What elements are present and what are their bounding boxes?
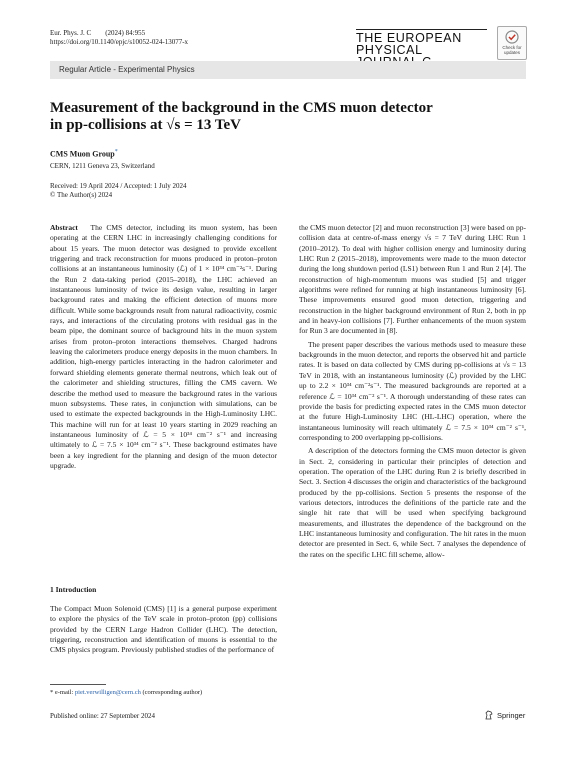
right-paragraph-2: The present paper describes the various methods used to measure these backgrounds in the muon detector, and reports the observed hit and particle rates. It is based on data collected by CMS during pp-collisions at √s = 13 TeV in 2018, with an instantaneous luminosity (ℒ) provided by the LHC up to 2.2 × 10³⁴ cm⁻²s⁻¹. The measured backgrounds are reported at a reference ℒ = 10³⁴ cm⁻² s⁻¹. A thorough understanding of these rates can provide the basis for predicting expected rates in the CMS muon detector at the future High-Luminosity LHC (HL-LHC) operation, where the instantaneous luminosity will reach ultimately ℒ = 7.5 × 10³⁴ cm⁻² s⁻¹, corresponding to 200 overlapping pp-collisions. (299, 339, 526, 442)
check-updates-icon (505, 30, 519, 44)
springer-horse-icon (484, 710, 494, 720)
author-name: CMS Muon Group (50, 149, 115, 159)
doi-link[interactable]: https://doi.org/10.1140/epjc/s10052-024-13077-x (50, 38, 189, 46)
right-paragraph-3: A description of the detectors forming the CMS muon detector is given in Sect. 2, considering in particular their principles of detection and operation. The operation of the LHC during Run 2 is briefly described in Sect. 3. Section 4 discusses the origin and characteristics of the background produced by the pp-collisions. Section 5 presents the response of the various detectors, introduces the definitions of the particle rate and the single hit rate that will be used when specifying background measurements, and illustrates the dependence of the background on the LHC instantaneous luminosity and configuration. The hit rates in the muon detector are presented in Sect. 6, while Sect. 7 analyses the dependence of the rates on the specific LHC fill scheme, allow- (299, 446, 526, 559)
author-footnote-mark[interactable]: * (114, 149, 118, 155)
footnote-label: * e-mail: (50, 689, 75, 696)
publisher-logo (484, 710, 525, 720)
journal-citation (50, 29, 188, 47)
received-accepted: Received: 19 April 2024 / Accepted: 1 July 2024 (50, 182, 187, 190)
badge-label: Check for updates (502, 45, 522, 55)
article-category: Regular Article - Experimental Physics (50, 61, 526, 79)
abstract-text: The CMS detector, including its muon system, has been operating at the CERN LHC in increasingly challenging conditions for about 15 years. The muon detector was designed to provide excellent triggering and track reconstruction for muons produced in proton–proton collisions at an instantaneous luminosity (ℒ) of 1 × 10³⁴ cm⁻²s⁻¹. During the Run 2 data-taking period (2015–2018), the LHC achieved an instantaneous luminosity of twice its design value, resulting in larger background rates and making the efficient detection of muons more difficult. While some backgrounds result from natural radioactivity, cosmic rays, and interactions of the circulating protons with residual gas in the beam pipe, the dominant source of background hits in the muon system arises from proton–proton interactions themselves. Charged hadrons leaving the calorimeters produce energy deposits in the muon chambers. In addition, high-energy particles interacting in the hadron calorimeter and forward shielding elements generate thermal neutrons, which leak out of the calorimeter and shielding structures, filling the CMS cavern. We describe the method used to measure the background rates in the various muon subsystems. These rates, in conjunction with simulations, can be used to estimate the expected backgrounds in the High-Luminosity LHC. This machine will run for at least 10 years starting in 2029 reaching an instantaneous luminosity of ℒ = 5 × 10³⁴ cm⁻² s⁻¹ and increasing ultimately to ℒ = 7.5 × 10³⁴ cm⁻² s⁻¹. These background estimates have been a key ingredient for the planning and design of the muon detector upgrade. (50, 223, 277, 470)
abstract-label: Abstract (50, 223, 78, 232)
email-link[interactable]: piet.verwilligen@cern.ch (74, 689, 141, 696)
journal-title-line2: PHYSICAL (356, 43, 423, 57)
intro-paragraph: The Compact Muon Solenoid (CMS) [1] is a general purpose experiment to explore the physics of the TeV scale in proton–proton (pp) collisions provided by the CERN Large Hadron Collider (LHC). The detection, triggering, reconstruction and identification of muons is essential to the CMS physics program. Previously published studies of the performance of (50, 604, 277, 655)
right-paragraph-1: the CMS muon detector [2] and muon reconstruction [3] were based on pp-collision data at centre-of-mass energy √s = 7 TeV during LHC Run 1 (2010–2012). To deal with higher collision energy and luminosity during LHC Run 2 (2015–2018), improvements were made to the muon detector during the long shutdown period (LS1) between Run 1 and Run 2 [4]. The reconstruction of high-momentum muons was studied [5] and trigger algorithms were refined for running at high instantaneous luminosity [6]. These improvements ensured good muon detection, triggering and reconstruction in the higher background environment of Run 2, both in pp and in heavy-ion collisions [7]. Further enhancements of the muon system for Run 3 are documented in [8]. (299, 223, 526, 336)
introduction-text (50, 604, 277, 656)
author-line (50, 149, 118, 159)
publisher-name: Springer (497, 710, 526, 720)
paper-title (50, 100, 530, 134)
title-line2: in pp-collisions at √s = 13 TeV (50, 117, 241, 133)
abstract (50, 223, 277, 471)
affiliation: CERN, 1211 Geneva 23, Switzerland (50, 162, 155, 170)
published-date: Published online: 27 September 2024 (50, 712, 155, 720)
article-dates (50, 182, 186, 200)
title-line1: Measurement of the background in the CMS muon detector (50, 100, 433, 116)
journal-line: Eur. Phys. J. C (2024) 84:955 (50, 29, 146, 37)
footnote (50, 689, 202, 696)
right-column (299, 223, 526, 560)
copyright: © The Author(s) 2024 (50, 191, 113, 199)
journal-title-line1: THE EUROPEAN (356, 31, 462, 45)
footnote-suffix: (corresponding author) (140, 689, 203, 696)
section-heading-introduction: 1 Introduction (50, 585, 97, 594)
check-for-updates-badge[interactable] (497, 26, 527, 60)
footnote-divider (50, 684, 106, 685)
